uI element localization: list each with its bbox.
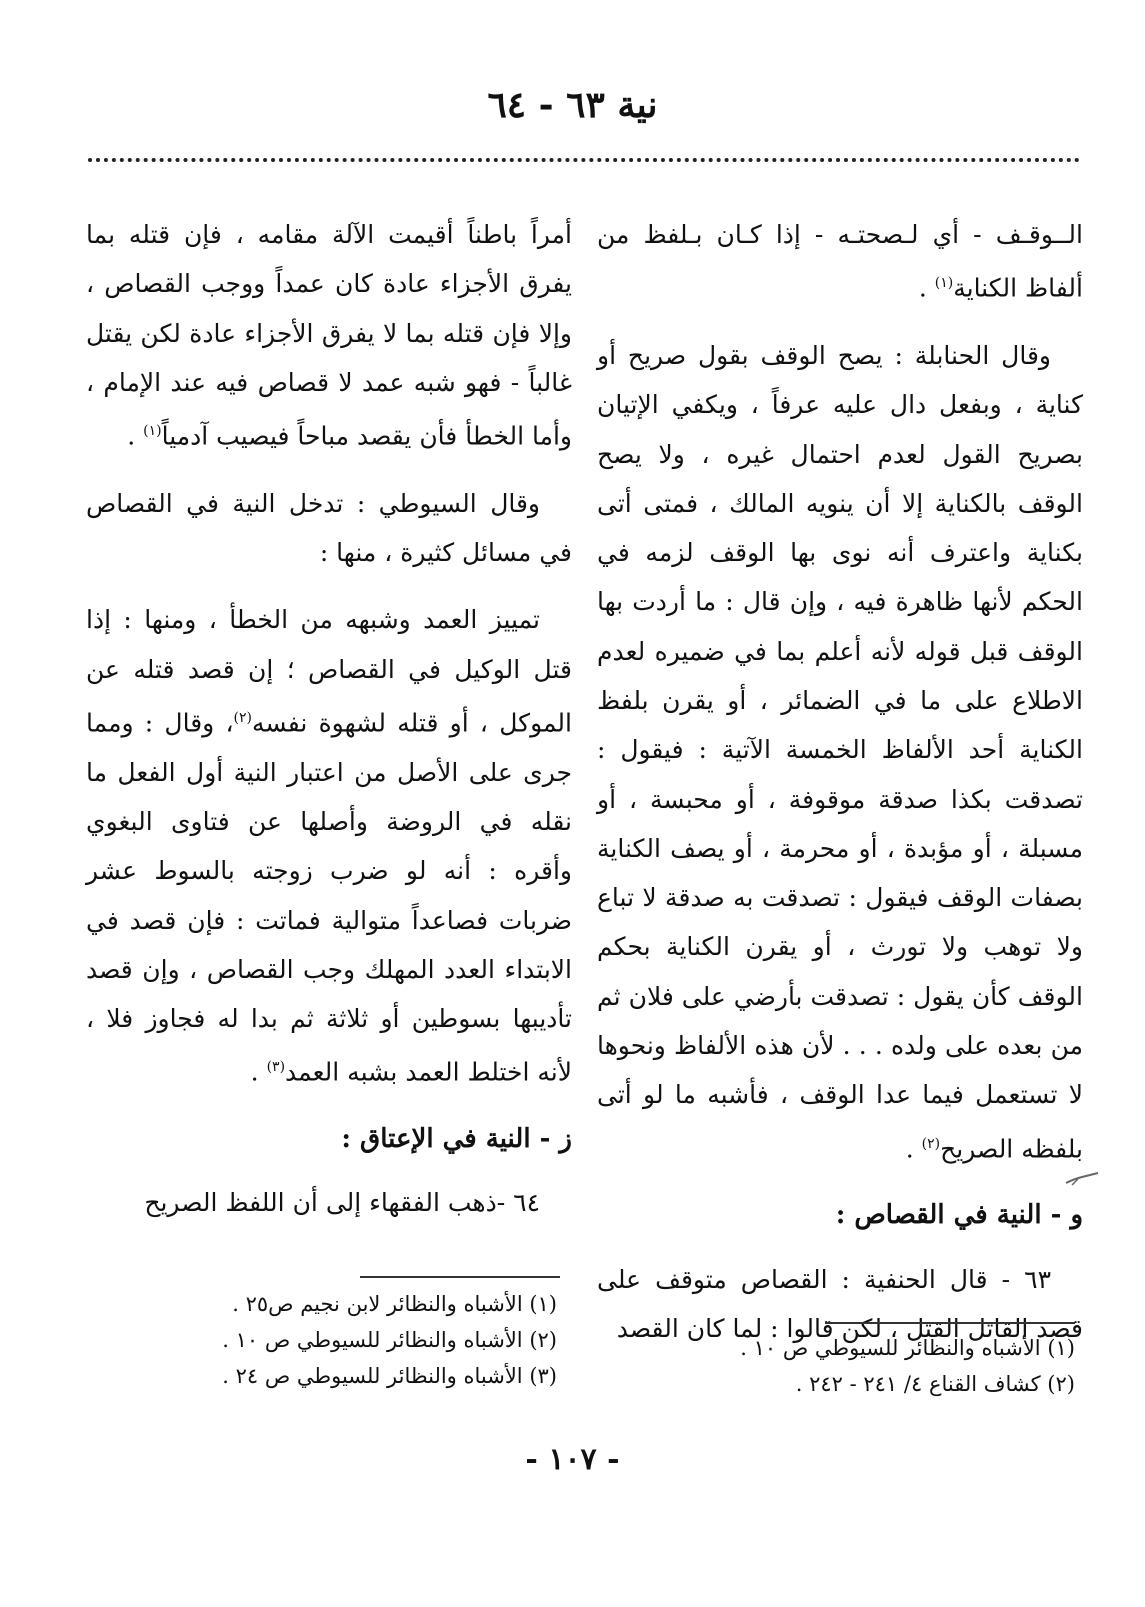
footnotes-right: [625, 1330, 1075, 1402]
right-paragraph-2: وقال الحنابلة : يصح الوقف بقول صريح أو كناية ، وبفعل دال عليه عرفاً ، ويكفي الإتيان بصريح القول لعدم احتمال غيره ، ولا يصح الوقف بالكناية إلا أن ينويه المالك ، فمتى أتى بكناية واعترف أنه نوى بها الوقف لزمه في الحكم لأنها ظاهرة فيه ، وإن قال : ما أردت بها الوقف قبل قوله لأنه أعلم بما في ضميره لعدم الاطلاع على ما في الضمائر ، أو يقرن بلفظ الكناية أحد الألفاظ الخمسة الآتية : فيقول : تصدقت بكذا صدقة موقوفة ، أو محبسة ، أو مسبلة ، أو مؤبدة ، أو محرمة ، أو يصف الكناية بصفات الوقف فيقول : تصدقت به صدقة لا تباع ولا توهب ولا تورث ، أو يقرن الكناية بحكم الوقف كأن يقول : تصدقت بأرضي على فلان ثم من بعده على ولده . . . لأن هذه الألفاظ ونحوها لا تستعمل فيما عدا الوقف ، فأشبه ما لو أتى بلفظه الصريح$^{(٢)}$ .: [597, 340, 1083, 1163]
page-number: - ١٠٧ -: [525, 1442, 620, 1477]
footnote-item: (٣) الأشباه والنظائر للسيوطي ص ٢٤ .: [222, 1364, 557, 1388]
footnote-separator-left: [360, 1276, 560, 1278]
footnote-item: (٢) كشاف القناع ٤/ ٢٤١ - ٢٤٢ .: [795, 1372, 1075, 1396]
footnote-ref: (٢): [233, 710, 253, 726]
footnotes-left: [77, 1286, 557, 1394]
right-column: [597, 210, 1083, 1371]
right-paragraph-1: الــوقـف - أي لـصحتـه - إذا كـان بـلفظ من ألفاظ الكناية$^{(١)}$ .: [597, 220, 1083, 303]
footnote-ref: (١): [143, 423, 162, 440]
footnote-item: (١) الأشباه والنظائر للسيوطي ص ١٠ .: [740, 1336, 1075, 1360]
right-p1-text: الــوقـف - أي لـصحتـه - إذا كـان بـلفظ من ألفاظ الكناية: [597, 220, 1083, 303]
footnote-ref: (٢): [921, 1135, 941, 1152]
header-dotted-rule: [88, 158, 1080, 162]
footnote-ref: (٣): [266, 1059, 286, 1076]
left-paragraph-4: ٦٤ -ذهب الفقهاء إلى أن اللفظ الصريح: [144, 1188, 540, 1218]
footnote-item: (١) الأشباه والنظائر لابن نجيم ص٢٥ .: [232, 1292, 557, 1316]
left-paragraph-3: تمييز العمد وشبهه من الخطأ ، ومنها : إذا قتل الوكيل في القصاص ؛ إن قصد قتله عن الموكل ، أو قتله لشهوة نفسه$^{(٢)}$، وقال : ومما جرى على الأصل من اعتبار النية أول الفعل ما نقله في الروضة وأصلها عن فتاوى البغوي وأقره : أنه لو ضرب زوجته بالسوط عشر ضربات فصاعداً متوالية فماتت : فإن قصد في الابتداء العدد المهلك وجب القصاص ، وإن قصد تأديبها بسوطين أو ثلاثة ثم بدا له فجاوز فلا ، لأنه اختلط العمد بشبه العمد$^{(٣)}$ .: [86, 605, 572, 1087]
left-p1-text: أمراً باطناً أقيمت الآلة مقامه ، فإن قتله بما يفرق الأجزاء عادة كان عمداً ووجب القصاص ، وإلا فإن قتله بما لا يفرق الأجزاء عادة لكن يقتل غالباً - فهو شبه عمد لا قصاص فيه عند الإمام ، وأما الخطأ فأن يقصد مباحاً فيصيب آدمياً: [86, 220, 572, 451]
footnote-ref: (١): [934, 275, 954, 292]
right-p2-text: وقال الحنابلة : يصح الوقف بقول صريح أو كناية ، وبفعل دال عليه عرفاً ، ويكفي الإتيان بصريح القول لعدم احتمال غيره ، ولا يصح الوقف بالكناية إلا أن ينويه المالك ، فمتى أتى بكناية واعترف أنه نوى بها الوقف لزمه في الحكم لأنها ظاهرة فيه ، وإن قال : ما أردت بها الوقف قبل قوله لأنه أعلم بما في ضميره لعدم الاطلاع على ما في الضمائر ، أو يقرن بلفظ الكناية أحد الألفاظ الخمسة الآتية : فيقول : تصدقت بكذا صدقة موقوفة ، أو محبسة ، أو مسبلة ، أو مؤبدة ، أو محرمة ، أو يصف الكناية بصفات الوقف فيقول : تصدقت به صدقة لا تباع ولا توهب ولا تورث ، أو يقرن الكناية بحكم الوقف كأن يقول : تصدقت بأرضي على فلان ثم من بعده على ولده . . . لأن هذه الألفاظ ونحوها لا تستعمل فيما عدا الوقف ، فأشبه ما لو أتى بلفظه الصريح: [597, 340, 1083, 1163]
margin-check-mark-icon: [1064, 1169, 1100, 1189]
left-paragraph-2: وقال السيوطي : تدخل النية في القصاص في مسائل كثيرة ، منها :: [86, 488, 572, 568]
left-p3a-text: تمييز العمد وشبهه من الخطأ ، ومنها : إذا قتل الوكيل في القصاص ؛ إن قصد قتله عن الموكل ، أو قتله لشهوة نفسه: [86, 605, 572, 738]
left-paragraph-1: أمراً باطناً أقيمت الآلة مقامه ، فإن قتله بما يفرق الأجزاء عادة كان عمداً ووجب القصاص ، وإلا فإن قتله بما لا يفرق الأجزاء عادة لكن يقتل غالباً - فهو شبه عمد لا قصاص فيه عند الإمام ، وأما الخطأ فأن يقصد مباحاً فيصيب آدمياً$^{(١)}$ .: [86, 220, 572, 451]
page-header: نية ٦٣ - ٦٤: [487, 84, 658, 126]
left-column: [86, 210, 572, 1246]
footnote-separator-right: [825, 1322, 1075, 1324]
right-paragraph-3: ٦٣ - قال الحنفية : القصاص متوقف على قصد القاتل القتل ، لكن قالوا : لما كان القصد: [597, 1264, 1083, 1343]
footnote-item: (٢) الأشباه والنظائر للسيوطي ص ١٠ .: [222, 1328, 557, 1352]
section-heading-qisas: و - النية في القصاص :: [835, 1200, 1083, 1231]
left-p3b-text: ، وقال : ومما جرى على الأصل من اعتبار النية أول الفعل ما نقله في الروضة وأصلها عن فتاوى البغوي وأقره : أنه لو ضرب زوجته بالسوط عشر ضربات فصاعداً متوالية فماتت : فإن قصد في الابتداء العدد المهلك وجب القصاص ، وإن قصد تأديبها بسوطين أو ثلاثة ثم بدا له فجاوز فلا ، لأنه اختلط العمد بشبه العمد: [86, 708, 572, 1087]
section-heading-itaq: ز - النية في الإعتاق :: [341, 1124, 572, 1155]
